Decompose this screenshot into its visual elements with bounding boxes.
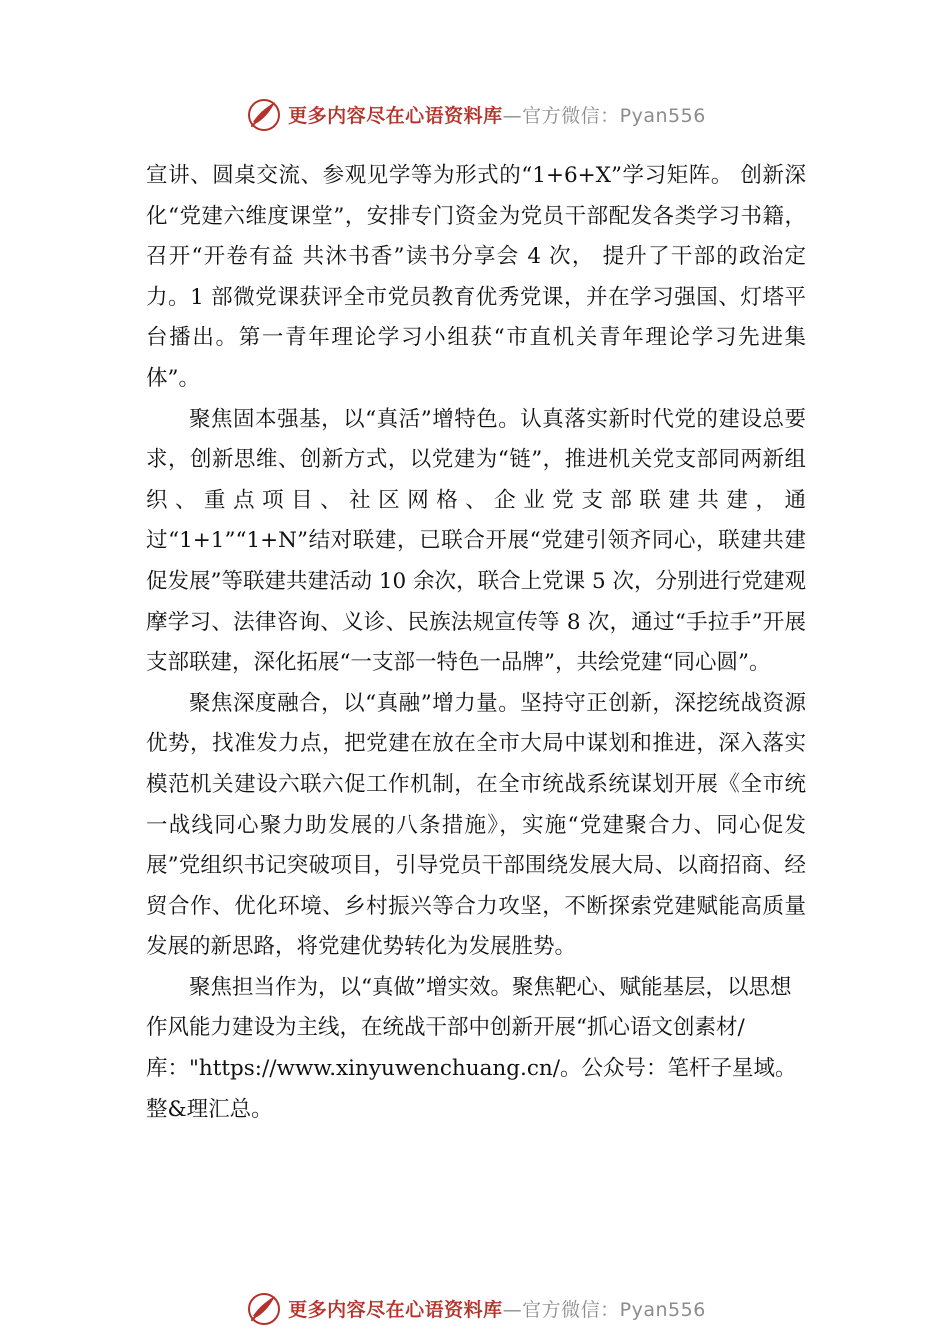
header-banner-red-text: 更多内容尽在心语资料库 [288, 104, 503, 127]
footer-banner-red-text: 更多内容尽在心语资料库 [288, 1298, 503, 1321]
document-body [146, 156, 806, 1130]
paragraph-4: 聚焦担当作为，以“真做”增实效。聚焦靶心、赋能基层，以思想作风能力建设为主线，在统战干部中创新开展“抓心语文创素材/库："https://www.xinyuwenchuang.cn/。公众号：笔杆子星域。整&理汇总。 [146, 974, 797, 1122]
paragraph-3: 聚焦深度融合，以“真融”增力量。坚持守正创新，深挖统战资源优势，找准发力点，把党建在放在全市大局中谋划和推进，深入落实模范机关建设六联六促工作机制，在全市统战系统谋划开展《全市统一战线同心聚力助发展的八条措施》，实施“党建聚合力、同心促发展”党组织书记突破项目，引导党员干部围绕发展大局、以商招商、经贸合作、优化环境、乡村振兴等合力攻坚，不断探索党建赋能高质量发展的新思路，将党建优势转化为发展胜势。 [146, 690, 806, 960]
paragraph-2: 聚焦固本强基，以“真活”增特色。认真落实新时代党的建设总要求，创新思维、创新方式，以党建为“链”，推进机关党支部同两新组织、重点项目、社区网格、企业党支部联建共建，通过“1+1”“1+N”结对联建，已联合开展“党建引领齐同心，联建共建促发展”等联建共建活动 10 余次，联合上党课 5 次，分别进行党建观摩学习、法律咨询、义诊、民族法规宣传等 8 次，通过“手拉手”开展支部联建，深化拓展“一支部一特色一品牌”，共绘党建“同心圆”。 [146, 406, 806, 676]
footer-banner-grey-text: —官方微信：Pyan556 [502, 1298, 706, 1321]
quill-circle-logo-icon [244, 1288, 284, 1328]
footer-watermark-banner [0, 1286, 950, 1330]
paragraph-1: 宣讲、圆桌交流、参观见学等为形式的“1+6+X”学习矩阵。 创新深化“党建六维度课堂”，安排专门资金为党员干部配发各类学习书籍，召开“开卷有益 共沐书香”读书分享会 4 次， 提升了干部的政治定力。1 部微党课获评全市党员教育优秀党课，并在学习强国、灯塔平台播出。第一青年理论学习小组获“市直机关青年理论学习先进集体”。 [146, 163, 806, 391]
header-watermark-banner [0, 92, 950, 136]
quill-circle-logo-icon [244, 94, 284, 134]
header-banner-grey-text: —官方微信：Pyan556 [502, 104, 706, 127]
